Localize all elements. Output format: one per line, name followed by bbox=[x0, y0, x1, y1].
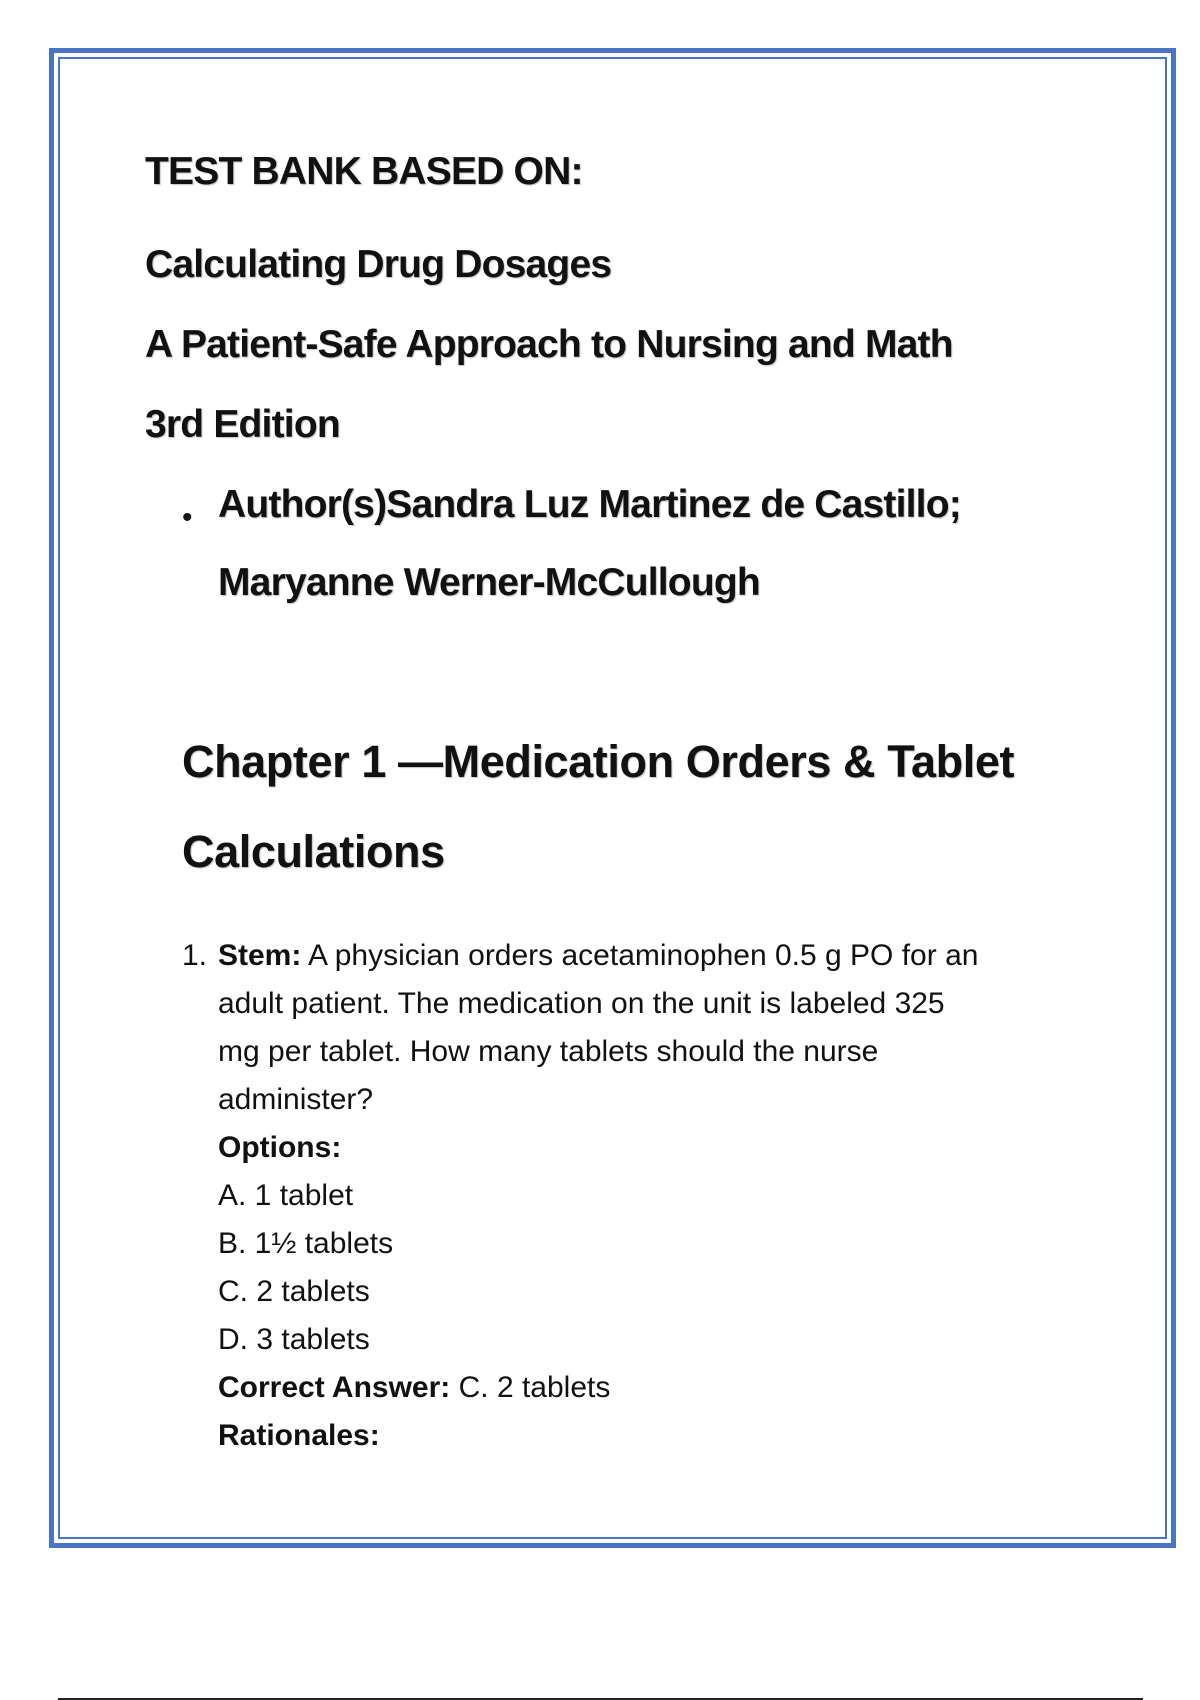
book-edition: 3rd Edition bbox=[145, 403, 340, 446]
correct-answer-line bbox=[218, 1364, 1068, 1412]
book-subtitle: A Patient-Safe Approach to Nursing and Math bbox=[145, 323, 953, 366]
question-block bbox=[218, 932, 1068, 1460]
option-c: C. 2 tablets bbox=[218, 1275, 370, 1308]
correct-answer-label: Correct Answer: bbox=[218, 1371, 451, 1404]
option-b: B. 1½ tablets bbox=[218, 1227, 394, 1260]
question-stem-line: adult patient. The medication on the unit is labeled 325 bbox=[218, 987, 945, 1020]
author-line-1: Author(s)Sandra Luz Martinez de Castillo; bbox=[218, 483, 961, 526]
options-label: Options: bbox=[218, 1131, 342, 1164]
chapter-heading-line-1: Chapter 1 —Medication Orders & Tablet bbox=[182, 736, 1015, 787]
correct-answer-value: C. 2 tablets bbox=[450, 1371, 611, 1404]
question-stem-line: administer? bbox=[218, 1083, 374, 1116]
stem-text: A physician orders acetaminophen 0.5 g PO for an bbox=[301, 939, 979, 972]
question-stem-line bbox=[218, 932, 1068, 980]
option-a: A. 1 tablet bbox=[218, 1179, 354, 1212]
question-number: 1. bbox=[182, 939, 208, 972]
option-d: D. 3 tablets bbox=[218, 1323, 370, 1356]
stem-label: Stem: bbox=[218, 939, 302, 972]
author-bullet: • bbox=[182, 501, 193, 534]
book-title: Calculating Drug Dosages bbox=[145, 243, 612, 286]
question-stem-line: mg per tablet. How many tablets should the nurse bbox=[218, 1035, 879, 1068]
testbank-heading: TEST BANK BASED ON: bbox=[145, 150, 583, 193]
chapter-heading-line-2: Calculations bbox=[182, 826, 445, 877]
author-line-2: Maryanne Werner-McCullough bbox=[218, 561, 760, 604]
rationales-label: Rationales: bbox=[218, 1419, 380, 1452]
